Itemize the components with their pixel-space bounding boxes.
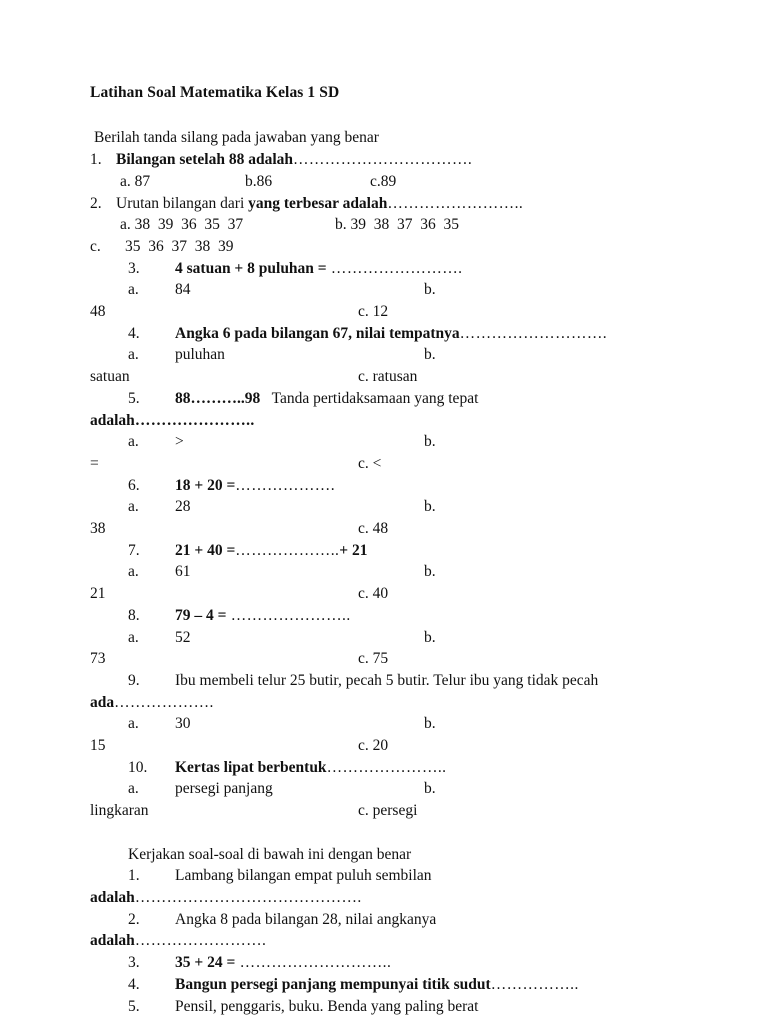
essay-question-3-dots: ……………………….. — [235, 954, 392, 972]
question-5-option-b-label: b. — [424, 433, 436, 451]
question-4-option-bc-row — [90, 366, 690, 388]
question-2-option-b[interactable]: b. 39 38 37 36 35 — [335, 216, 459, 234]
question-3-option-a[interactable]: 84 — [175, 281, 191, 299]
question-7-text — [175, 540, 690, 562]
question-4-option-a-row — [128, 344, 690, 366]
essay-question-5-number: 5. — [128, 997, 140, 1015]
question-2-dots: …………………….. — [387, 194, 524, 212]
question-5-option-a[interactable]: > — [175, 433, 184, 451]
question-9 — [128, 670, 690, 692]
question-3-number: 3. — [128, 259, 140, 277]
question-7-dots: ……………….. — [235, 541, 340, 559]
question-1-dots: ……………………………. — [293, 151, 473, 169]
essay-question-5 — [128, 996, 690, 1018]
question-5-option-c[interactable]: c. < — [358, 454, 382, 472]
question-4-dots: ………………………. — [459, 324, 608, 342]
question-10-dots: ………………….. — [326, 758, 447, 776]
question-5 — [128, 388, 690, 410]
question-1-text — [116, 149, 690, 171]
question-2-text — [116, 193, 690, 215]
essay-question-1-number: 1. — [128, 867, 140, 885]
question-6-option-a-label: a. — [128, 498, 139, 516]
question-5-continuation — [90, 410, 690, 432]
question-3-option-bc-row — [90, 301, 690, 323]
question-1-option-b[interactable]: b.86 — [245, 172, 273, 190]
question-5-dots: ………………….. — [134, 411, 255, 429]
question-10-option-c[interactable]: c. persegi — [358, 802, 418, 820]
question-9-option-a-row — [128, 713, 690, 735]
essay-question-4-number: 4. — [128, 975, 140, 993]
question-1-option-a[interactable]: a. 87 — [120, 172, 151, 190]
question-1 — [90, 149, 690, 171]
question-9-option-b-label: b. — [424, 715, 436, 733]
question-10-text — [175, 757, 690, 779]
question-9-option-b[interactable]: 15 — [90, 737, 106, 755]
instruction-multiple-choice: Berilah tanda silang pada jawaban yang benar — [94, 128, 379, 146]
essay-question-3-text — [175, 952, 690, 974]
question-3-text — [175, 258, 690, 280]
essay-question-2-text: Angka 8 pada bilangan 28, nilai angkanya — [175, 910, 437, 928]
question-6-text — [175, 475, 690, 497]
question-1-option-c[interactable]: c.89 — [370, 172, 397, 190]
question-9-dots: ………………. — [114, 693, 214, 711]
question-2-option-c-row — [90, 236, 690, 258]
question-3-dots: ……………………. — [326, 259, 463, 277]
essay-question-2 — [128, 909, 690, 931]
question-3-option-b-label: b. — [424, 281, 436, 299]
question-8-text — [175, 605, 690, 627]
question-9-option-c[interactable]: c. 20 — [358, 737, 389, 755]
question-7-prompt: 21 + 40 = — [175, 541, 236, 559]
question-8-option-a[interactable]: 52 — [175, 628, 191, 646]
question-4-option-c[interactable]: c. ratusan — [358, 368, 418, 386]
question-3-prompt: 4 satuan + 8 puluhan = — [175, 259, 327, 277]
instruction-essay: Kerjakan soal-soal di bawah ini dengan benar — [128, 845, 412, 863]
question-2-option-c-label: c. — [90, 237, 101, 255]
question-8-option-a-label: a. — [128, 628, 139, 646]
question-8-option-c[interactable]: c. 75 — [358, 650, 389, 668]
question-9-option-a[interactable]: 30 — [175, 715, 191, 733]
question-9-option-bc-row — [90, 735, 690, 757]
question-8-prompt: 79 – 4 = — [175, 606, 227, 624]
question-2-prompt-bold: yang terbesar adalah — [248, 194, 388, 212]
question-7-number: 7. — [128, 541, 140, 559]
question-4-option-a[interactable]: puluhan — [175, 346, 225, 364]
question-6-number: 6. — [128, 476, 140, 494]
question-4 — [128, 323, 690, 345]
document-body — [90, 84, 690, 1017]
question-6 — [128, 475, 690, 497]
question-6-prompt: 18 + 20 = — [175, 476, 236, 494]
question-8 — [128, 605, 690, 627]
question-7-option-a-row — [128, 561, 690, 583]
page-title: Latihan Soal Matematika Kelas 1 SD — [90, 84, 340, 101]
question-2-options-ab — [90, 214, 690, 236]
essay-question-3-number: 3. — [128, 954, 140, 972]
question-5-option-bc-row — [90, 453, 690, 475]
question-4-option-b-label: b. — [424, 346, 436, 364]
essay-question-1-dots: ……………………………………. — [134, 888, 362, 906]
question-3-option-a-label: a. — [128, 281, 139, 299]
essay-question-2-dots: ……………………. — [134, 932, 267, 950]
question-7 — [128, 540, 690, 562]
question-4-option-a-label: a. — [128, 346, 139, 364]
question-1-number: 1. — [90, 151, 102, 169]
essay-question-1 — [128, 865, 690, 887]
essay-question-1-text: Lambang bilangan empat puluh sembilan — [175, 867, 432, 885]
question-10-option-b-label: b. — [424, 780, 436, 798]
question-5-prompt-adalah: adalah — [90, 411, 135, 429]
question-5-option-a-row — [128, 431, 690, 453]
essay-question-2-continuation — [90, 930, 690, 952]
question-6-option-bc-row — [90, 518, 690, 540]
question-9-continuation — [90, 692, 690, 714]
essay-question-3-prompt: 35 + 24 = — [175, 954, 236, 972]
question-4-text — [175, 323, 690, 345]
section-spacer — [128, 822, 690, 844]
question-3-option-b[interactable]: 48 — [90, 303, 106, 321]
question-2 — [90, 193, 690, 215]
essay-question-4-prompt: Bangun persegi panjang mempunyai titik sudut — [175, 975, 491, 993]
question-3-option-a-row — [128, 279, 690, 301]
question-7-option-a-label: a. — [128, 563, 139, 581]
question-4-option-b[interactable]: satuan — [90, 368, 130, 386]
question-10-option-a[interactable]: persegi panjang — [175, 780, 273, 798]
question-10-option-bc-row — [90, 800, 690, 822]
question-7-option-c[interactable]: c. 40 — [358, 585, 389, 603]
question-9-option-a-label: a. — [128, 715, 139, 733]
question-4-prompt: Angka 6 pada bilangan 67, nilai tempatnya — [175, 324, 460, 342]
question-6-option-a[interactable]: 28 — [175, 498, 191, 516]
question-6-option-b[interactable]: 38 — [90, 520, 106, 538]
question-7-option-bc-row — [90, 583, 690, 605]
question-10-option-a-row — [128, 778, 690, 800]
essay-question-2-adalah: adalah — [90, 932, 135, 950]
question-8-option-b[interactable]: 73 — [90, 650, 106, 668]
question-8-option-bc-row — [90, 648, 690, 670]
question-5-prompt-bold: 88………..98 — [175, 389, 261, 407]
question-10 — [128, 757, 690, 779]
question-6-option-c[interactable]: c. 48 — [358, 520, 389, 538]
question-1-options — [90, 171, 690, 193]
question-5-text — [175, 388, 690, 410]
question-3-option-c[interactable]: c. 12 — [358, 303, 389, 321]
question-4-number: 4. — [128, 324, 140, 342]
question-3 — [128, 258, 690, 280]
question-5-option-b[interactable]: = — [90, 454, 99, 472]
essay-question-1-continuation — [90, 887, 690, 909]
question-7-option-b-label: b. — [424, 563, 436, 581]
question-8-dots: ………………….. — [226, 606, 351, 624]
question-8-option-b-label: b. — [424, 628, 436, 646]
essay-question-5-text: Pensil, penggaris, buku. Benda yang paling berat — [175, 997, 479, 1015]
essay-question-3 — [128, 952, 690, 974]
question-7-prompt-tail: + 21 — [339, 541, 368, 559]
question-10-prompt: Kertas lipat berbentuk — [175, 758, 327, 776]
essay-question-4-dots: …………….. — [490, 975, 579, 993]
indented-question-block — [90, 258, 690, 1018]
question-9-text: Ibu membeli telur 25 butir, pecah 5 butir. Telur ibu yang tidak pecah — [175, 671, 599, 689]
question-6-dots: ………………. — [235, 476, 335, 494]
question-10-number: 10. — [128, 758, 148, 776]
question-9-number: 9. — [128, 671, 140, 689]
essay-question-4 — [128, 974, 690, 996]
question-10-option-a-label: a. — [128, 780, 139, 798]
question-6-option-b-label: b. — [424, 498, 436, 516]
question-8-option-a-row — [128, 627, 690, 649]
question-5-option-a-label: a. — [128, 433, 139, 451]
question-7-option-b[interactable]: 21 — [90, 585, 106, 603]
question-10-option-b[interactable]: lingkaran — [90, 802, 149, 820]
question-2-number: 2. — [90, 194, 102, 212]
essay-question-2-number: 2. — [128, 910, 140, 928]
essay-question-4-text — [175, 974, 690, 996]
question-5-prompt-plain: Tanda pertidaksamaan yang tepat — [260, 389, 479, 407]
question-2-option-c[interactable]: 35 36 37 38 39 — [125, 237, 234, 255]
question-2-prompt-plain: Urutan bilangan dari — [116, 194, 249, 212]
question-1-prompt: Bilangan setelah 88 adalah — [116, 151, 293, 169]
question-9-prompt-ada: ada — [90, 693, 115, 711]
question-2-option-a[interactable]: a. 38 39 36 35 37 — [120, 216, 244, 234]
question-8-number: 8. — [128, 606, 140, 624]
essay-question-1-adalah: adalah — [90, 888, 135, 906]
question-6-option-a-row — [128, 496, 690, 518]
question-7-option-a[interactable]: 61 — [175, 563, 191, 581]
question-5-number: 5. — [128, 389, 140, 407]
